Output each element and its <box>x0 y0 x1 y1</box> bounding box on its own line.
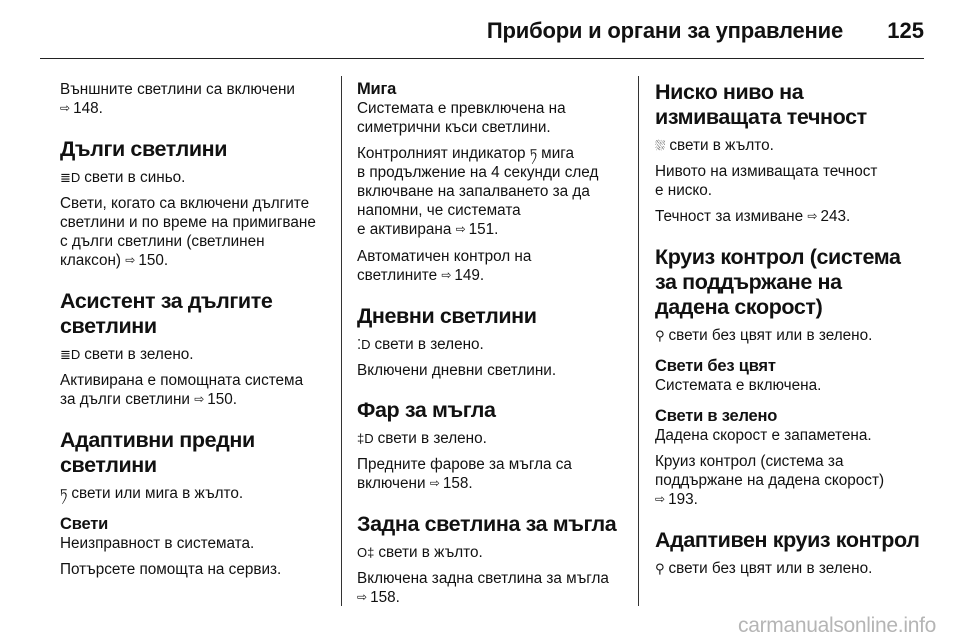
rear-fog-status: O‡ свети в жълто. <box>357 544 483 561</box>
heading-fog-light: Фар за мъгла <box>357 398 496 422</box>
column-2 <box>357 80 625 615</box>
header-divider <box>40 58 924 59</box>
heading-high-beam: Дълги светлини <box>60 137 228 161</box>
page-ref-icon: ⇨ <box>357 590 368 604</box>
fog-status: ‡D свети в зелено. <box>357 430 487 447</box>
watermark: carmanualsonline.info <box>738 614 936 637</box>
daytime-description: Включени дневни светлини. <box>357 362 557 379</box>
fog-description: Предните фарове за мъгла са включени ⇨ 158. <box>357 456 572 492</box>
page-ref-icon: ⇨ <box>60 101 71 115</box>
intro-text: Външните светлини са включени ⇨ 148. <box>60 81 295 117</box>
high-beam-status: ≣D свети в синьо. <box>60 169 186 186</box>
high-beam-icon: ≣D <box>60 170 81 185</box>
page-ref-icon: ⇨ <box>429 476 440 490</box>
heading-cruise-control: Круиз контрол (система за поддържане на дадена скорост) <box>655 245 901 319</box>
page-ref-icon: ⇨ <box>194 392 205 406</box>
heading-lit: Свети <box>60 515 109 533</box>
green-description: Дадена скорост е запаметена. <box>655 427 872 444</box>
lit-description: Неизправност в системата. <box>60 535 255 552</box>
auto-light-description: Автоматичен контрол на светлините ⇨ 149. <box>357 248 532 284</box>
fog-light-icon: ‡D <box>357 431 374 446</box>
page-header <box>0 0 960 62</box>
blink-description: Системата е превключена на симетрични къси светлини. <box>357 100 566 136</box>
assist-status: ≣D свети в зелено. <box>60 346 194 363</box>
column-1 <box>60 80 328 586</box>
high-beam-description: Свети, когато са включени дългите светлини и по време на примигване с дълги светлини (светлинен клаксон) ⇨ 150. <box>60 195 316 269</box>
washer-fluid-icon: ⛆ <box>655 138 666 153</box>
heading-rear-fog-light: Задна светлина за мъгла <box>357 512 617 536</box>
assist-description: Активирана е помощната система за дълги светлини ⇨ 150. <box>60 372 304 408</box>
section-title: Прибори и органи за управление <box>486 18 843 43</box>
high-beam-assist-icon: ≣D <box>60 347 81 362</box>
cruise-status: ⚲ свети без цвят или в зелено. <box>655 327 873 344</box>
page-number: 125 <box>887 18 924 43</box>
column-3 <box>655 80 925 585</box>
heading-adaptive-lights: Адаптивни предни светлини <box>60 428 255 477</box>
page-ref-icon: ⇨ <box>807 209 818 223</box>
adaptive-cruise-status: ⚲ свети без цвят или в зелено. <box>655 560 873 577</box>
heading-blink: Мига <box>357 80 397 98</box>
adaptive-light-icon: ཏ <box>529 146 538 161</box>
heading-lit-green: Свети в зелено <box>655 407 778 425</box>
fluid-status: ⛆ свети в жълто. <box>655 137 774 154</box>
adaptive-status: ཏ свети или мига в жълто. <box>60 485 244 502</box>
indicator-description: Контролният индикатор ཏ мига в продължение на 4 секунди след включване на запалването за да напомни, че системата е активирана ⇨ 151. <box>357 145 599 238</box>
column-divider-2 <box>638 76 639 606</box>
cruise-control-icon: ⚲ <box>655 328 665 343</box>
adaptive-light-icon: ཏ <box>60 486 68 501</box>
fluid-description: Нивото на измиващата течност е ниско. <box>655 163 878 199</box>
page-ref-icon: ⇨ <box>125 253 136 267</box>
adaptive-cruise-icon: ⚲ <box>655 561 665 576</box>
heading-washer-fluid: Ниско ниво на измиващата течност <box>655 80 867 129</box>
daytime-status: ⁚D свети в зелено. <box>357 336 484 353</box>
heading-daytime-lights: Дневни светлини <box>357 304 537 328</box>
rear-fog-description: Включена задна светлина за мъгла ⇨ 158. <box>357 570 609 606</box>
page-ref-icon: ⇨ <box>655 492 666 506</box>
lit-action: Потърсете помощта на сервиз. <box>60 561 282 578</box>
column-divider-1 <box>341 76 342 606</box>
heading-adaptive-cruise: Адаптивен круиз контрол <box>655 528 920 552</box>
heading-lit-white: Свети без цвят <box>655 357 776 375</box>
cruise-reference: Круиз контрол (система за поддържане на дадена скорост) ⇨ 193. <box>655 453 885 508</box>
daytime-light-icon: ⁚D <box>357 337 371 352</box>
page-ref-icon: ⇨ <box>441 268 452 282</box>
page-ref-icon: ⇨ <box>455 222 466 236</box>
rear-fog-light-icon: O‡ <box>357 545 375 560</box>
heading-high-beam-assist: Асистент за дългите светлини <box>60 289 273 338</box>
white-description: Системата е включена. <box>655 377 822 394</box>
fluid-reference: Течност за измиване ⇨ 243. <box>655 208 851 225</box>
